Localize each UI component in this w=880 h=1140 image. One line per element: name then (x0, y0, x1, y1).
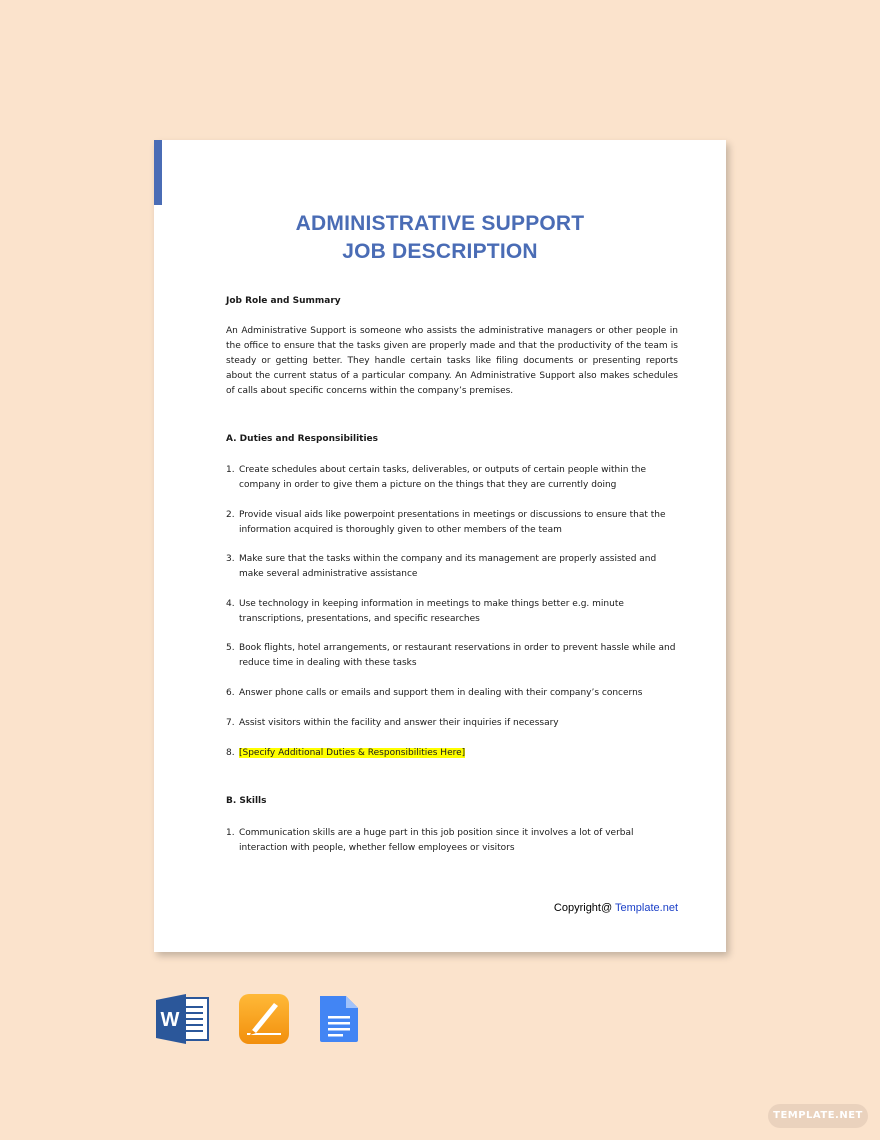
document-title (154, 210, 726, 266)
apple-pages-icon[interactable] (238, 993, 290, 1045)
list-number: 7. (226, 718, 235, 728)
document-page (154, 140, 726, 952)
list-text: Use technology in keeping information in meetings to make things better e.g. minute transcriptions, presentations, and specific researches (239, 599, 624, 624)
list-text: Create schedules about certain tasks, deliverables, or outputs of certain people within the company in order to give them a picture on the things that they are currently doing (239, 465, 647, 490)
section-heading-duties: A. Duties and Responsibilities (226, 434, 379, 444)
list-text: Make sure that the tasks within the company and its management are properly assisted and make several administrative assistance (239, 554, 657, 579)
list-text: Communication skills are a huge part in this job position since it involves a lot of verbal interaction with people, whether fellow employees or visitors (239, 828, 634, 853)
role-summary-text: An Administrative Support is someone who assists the administrative managers or other people in the office to ensure that the tasks given are properly made and that the productivity of the team is steady or getting better. They handle certain tasks like filing documents or presenting reports about the current status of a particular company. An Administrative Support also makes schedules of calls about specific concerns within the company’s premises. (226, 326, 678, 396)
placeholder-highlight: [Specify Additional Duties & Responsibilities Here] (239, 748, 466, 758)
section-heading-skills: B. Skills (226, 796, 267, 806)
list-number: 1. (226, 465, 235, 475)
list-number: 2. (226, 510, 235, 520)
list-item (226, 716, 678, 731)
title-line-2: JOB DESCRIPTION (342, 240, 538, 263)
list-number: 1. (226, 828, 235, 838)
copyright-link[interactable]: Template.net (615, 902, 678, 914)
duties-list (226, 463, 678, 761)
list-number: 6. (226, 688, 235, 698)
list-text: Book flights, hotel arrangements, or restaurant reservations in order to prevent hassle while and reduce time in dealing with these tasks (239, 643, 676, 668)
list-item (226, 746, 678, 761)
list-number: 5. (226, 643, 235, 653)
list-number: 4. (226, 599, 235, 609)
list-item (226, 826, 678, 856)
list-item (226, 552, 678, 582)
list-item (226, 641, 678, 671)
google-docs-icon[interactable] (318, 994, 360, 1044)
list-number: 3. (226, 554, 235, 564)
template-net-badge[interactable]: TEMPLATE.NET (768, 1104, 868, 1128)
list-text: Answer phone calls or emails and support them in dealing with their company’s concerns (239, 688, 643, 698)
list-text: Provide visual aids like powerpoint presentations in meetings or discussions to ensure that the information acquired is thoroughly given to other members of the team (239, 510, 666, 535)
copyright-label: Copyright@ (553, 902, 613, 914)
title-line-1: ADMINISTRATIVE SUPPORT (295, 212, 585, 235)
document-body (226, 294, 678, 856)
list-item (226, 463, 678, 493)
list-number: 8. (226, 748, 235, 758)
list-item (226, 686, 678, 701)
list-text: Assist visitors within the facility and answer their inquiries if necessary (239, 718, 559, 728)
list-item (226, 597, 678, 627)
list-item (226, 508, 678, 538)
copyright-line (554, 902, 678, 914)
word-letter: W (160, 1009, 180, 1031)
section-heading-role: Job Role and Summary (226, 296, 341, 306)
skills-list (226, 826, 678, 856)
accent-bar (154, 140, 162, 205)
microsoft-word-icon[interactable] (156, 994, 210, 1044)
